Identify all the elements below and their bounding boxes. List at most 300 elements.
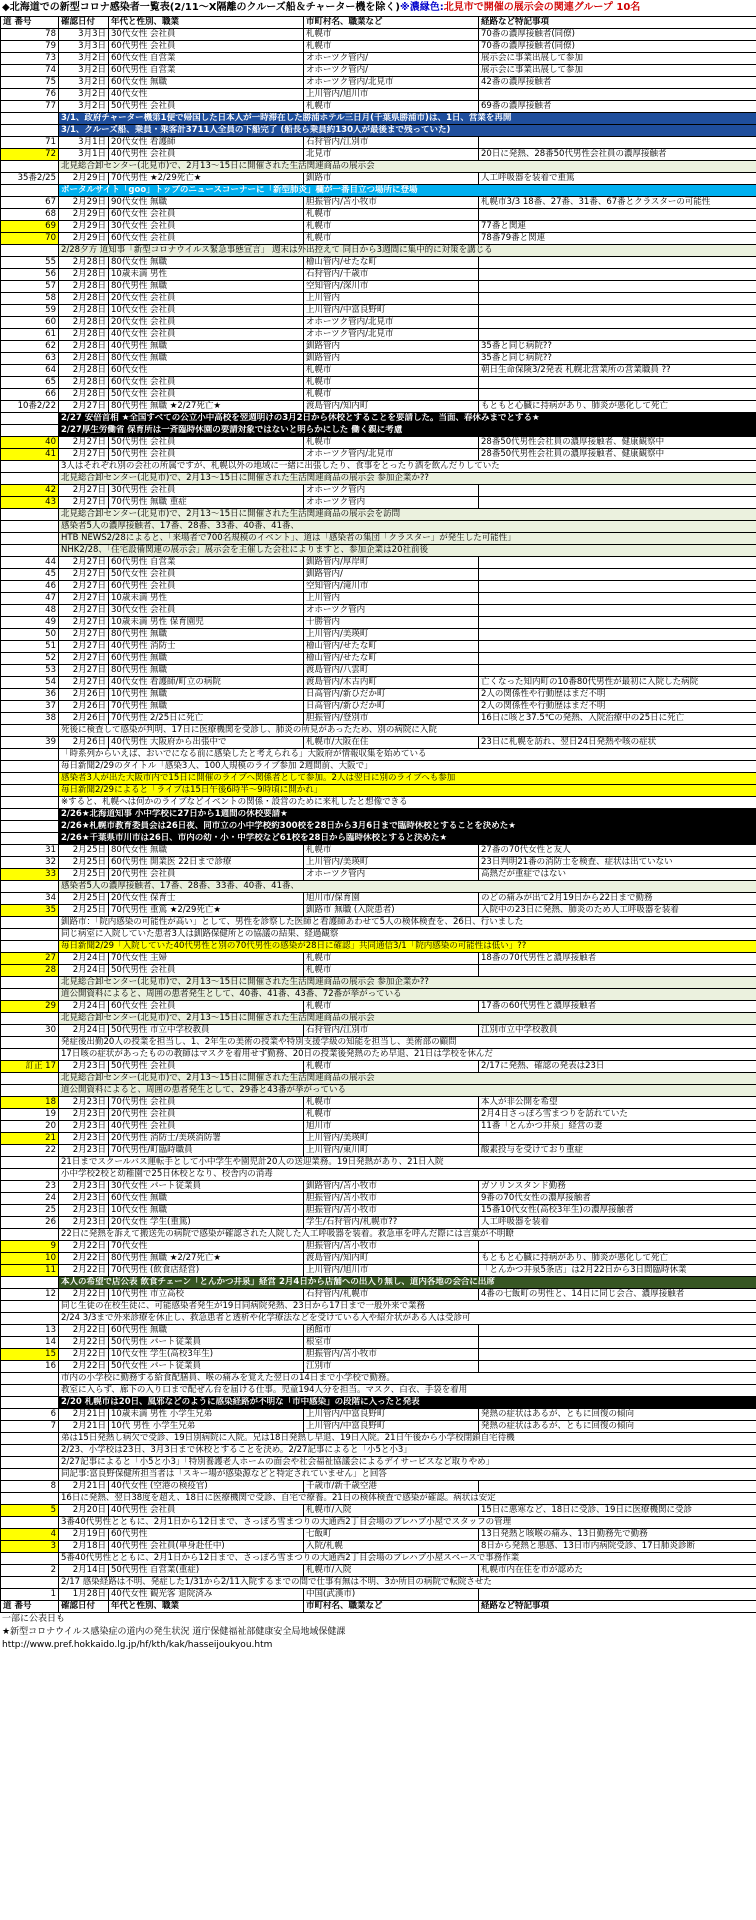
case-city: 札幌市 [304, 1061, 479, 1073]
case-date: 2月24日 [59, 1001, 109, 1013]
case-age-sex: 40代男性 無職 [109, 341, 304, 353]
note-text: 22日に発熱を訴えて搬送先の病院で感染が確認された人院した人工呼吸器を装着。救急車を呼んだ際には言葉が不明瞭 [59, 1229, 756, 1241]
note-row [1, 1433, 756, 1445]
note-text: 3/1、政府チャーター機第1便で帰国した日本人が一時滞在した勝浦ホテル三日月(千葉県勝浦市)は、1日、営業を再開 [59, 113, 756, 125]
case-age-sex: 80代男性 無職 ★2/27死亡★ [109, 1253, 304, 1265]
case-city: オホーツク管内 [304, 869, 479, 881]
case-city: オホーツク管内 [304, 485, 479, 497]
case-date: 3月1日 [59, 137, 109, 149]
case-notes [479, 1589, 756, 1601]
note-row [1, 773, 756, 785]
case-age-sex: 40代女性 会社員 [109, 329, 304, 341]
case-age-sex: 20代女性 会社員 [109, 293, 304, 305]
case-date: 2月21日 [59, 1481, 109, 1493]
case-number: 72 [1, 149, 59, 161]
case-city: 十勝管内 [304, 617, 479, 629]
case-age-sex: 40代男性 会社員 [109, 1505, 304, 1517]
case-number: 54 [1, 677, 59, 689]
case-date: 2月28日 [59, 293, 109, 305]
case-age-sex: 30代女性 会社員 [109, 605, 304, 617]
case-city: オホーツク管内/北見市 [304, 449, 479, 461]
case-notes [479, 641, 756, 653]
note-row [1, 413, 756, 425]
case-city: 上川管内/旭川市 [304, 1265, 479, 1277]
case-date: 2月25日 [59, 893, 109, 905]
note-row [1, 725, 756, 737]
case-notes: ガソリンスタンド勤務 [479, 1181, 756, 1193]
case-age-sex: 20代女性 看護師 [109, 137, 304, 149]
column-header-date: 確認日付 [59, 17, 109, 29]
case-notes: 17番の60代男性と濃厚接触者 [479, 1001, 756, 1013]
case-city: 渡島管内/八雲町 [304, 665, 479, 677]
case-number: 15 [1, 1349, 59, 1361]
case-number: 63 [1, 353, 59, 365]
note-row [1, 185, 756, 197]
case-number: 57 [1, 281, 59, 293]
table-row [1, 1241, 756, 1253]
case-city: 空知管内/滝川市 [304, 581, 479, 593]
case-date: 2月20日 [59, 1505, 109, 1517]
case-age-sex: 80代女性 無職 [109, 353, 304, 365]
note-text: ポータルサイト「goo」トップのニュースコーナーに「新型肺炎」欄が一番目立つ場所に登場 [59, 185, 756, 197]
case-date: 2月25日 [59, 869, 109, 881]
case-city: 石狩管内/江別市 [304, 1025, 479, 1037]
table-row [1, 1061, 756, 1073]
case-date: 3月2日 [59, 65, 109, 77]
case-city: 七飯町 [304, 1529, 479, 1541]
case-age-sex: 60代女性 会社員 [109, 377, 304, 389]
table-row [1, 365, 756, 377]
case-notes: 35番と同じ病院?? [479, 353, 756, 365]
case-notes [479, 581, 756, 593]
case-date: 2月28日 [59, 365, 109, 377]
case-age-sex: 60代女性 無職 [109, 77, 304, 89]
case-notes: 27番の70代女性と友人 [479, 845, 756, 857]
case-number: 79 [1, 41, 59, 53]
case-notes: 人工呼吸器を装着 [479, 1217, 756, 1229]
case-date: 2月24日 [59, 965, 109, 977]
case-age-sex: 60代男性 自営業 [109, 557, 304, 569]
case-notes: 4番の七飯町の男性と、14日に同じ会合、濃厚接触者 [479, 1289, 756, 1301]
case-notes [479, 965, 756, 977]
case-notes: 69番の濃厚接触者 [479, 101, 756, 113]
case-city: 釧路管内 [304, 353, 479, 365]
case-number: 22 [1, 1145, 59, 1157]
note-text: HTB NEWS2/28によると、「来場者で700名規模のイベント」、道は「感染者の集団「クラスター」が発生した可能性」 [59, 533, 756, 545]
case-age-sex: 70代男性 会社員 [109, 1097, 304, 1109]
case-number: 62 [1, 341, 59, 353]
case-age-sex: 50代男性 会社員 [109, 965, 304, 977]
case-age-sex: 70代男性 重篤 ★2/29死亡★ [109, 905, 304, 917]
case-city: 上川管内/美瑛町 [304, 1133, 479, 1145]
case-notes [479, 569, 756, 581]
note-row [1, 941, 756, 953]
case-number: 41 [1, 449, 59, 461]
case-age-sex: 50代男性 会社員 [109, 1061, 304, 1073]
table-row [1, 89, 756, 101]
case-age-sex: 50代男性 会社員 [109, 449, 304, 461]
case-age-sex: 50代女性 会社員 [109, 569, 304, 581]
case-date: 2月22日 [59, 1265, 109, 1277]
note-text: 2/17 感染経路は不明、発症した1/31から2/11入院するまでの間で仕事有無は不明、3か所目の病院で転院させた [59, 1577, 756, 1589]
title-note-blue: ※濃縁色: [399, 2, 444, 13]
case-age-sex: 10歳未満 男性 [109, 269, 304, 281]
case-notes [479, 305, 756, 317]
footer-column-header: 市町村名、職業など [304, 1601, 479, 1613]
table-row [1, 257, 756, 269]
case-city: 上川管内 [304, 593, 479, 605]
case-city: 釧路管内 [304, 341, 479, 353]
note-text: ※すると、札幌へは何かのライブなどイベントの関係・設営のために来札したと想像できる [59, 797, 756, 809]
case-number: 69 [1, 221, 59, 233]
note-row [1, 521, 756, 533]
note-text: 感染者3人が出た大阪市内で15日に開催のライブへ関係者として参加。2人は翌日に別のライブへも参加 [59, 773, 756, 785]
table-row [1, 281, 756, 293]
table-row [1, 893, 756, 905]
column-header-number: 道 番号 [1, 17, 59, 29]
table-row [1, 689, 756, 701]
table-row [1, 1133, 756, 1145]
note-text: 本人の希望で店公表 飲食チェーン「とんかつ井泉」経営 2月4日から店舗への出入り無し、道内各地の会合に出席 [59, 1277, 756, 1289]
case-number: 71 [1, 137, 59, 149]
table-row [1, 1409, 756, 1421]
table-row [1, 1265, 756, 1277]
table-row [1, 77, 756, 89]
case-date: 2月27日 [59, 497, 109, 509]
case-age-sex: 70代男性 (飲食店経営) [109, 1265, 304, 1277]
case-notes: 70番の濃厚接触者(同僚) [479, 29, 756, 41]
case-notes [479, 281, 756, 293]
table-row [1, 305, 756, 317]
note-spacer [1, 833, 59, 845]
case-date: 2月29日 [59, 173, 109, 185]
note-row [1, 1157, 756, 1169]
table-row [1, 845, 756, 857]
case-date: 2月22日 [59, 1241, 109, 1253]
case-city: オホーツク管内 [304, 497, 479, 509]
case-date: 2月28日 [59, 377, 109, 389]
case-notes: 16日に咳と37.5℃の発熱、入院治療中の25日に死亡 [479, 713, 756, 725]
case-date: 1月28日 [59, 1589, 109, 1601]
case-age-sex: 50代男性 会社員 [109, 101, 304, 113]
case-city: 石狩管内/千歳市 [304, 269, 479, 281]
case-notes [479, 653, 756, 665]
table-row [1, 497, 756, 509]
table-row [1, 1361, 756, 1373]
note-text: 2/28夕方 道知事「新型コロナウイルス緊急事態宣言」 週末は外出控えて 同日から3週間に集中的に対策を講じる [59, 245, 756, 257]
note-spacer [1, 773, 59, 785]
case-date: 3月2日 [59, 53, 109, 65]
case-date: 2月27日 [59, 449, 109, 461]
table-row [1, 449, 756, 461]
case-number: 2 [1, 1565, 59, 1577]
case-date: 2月28日 [59, 317, 109, 329]
case-date: 2月26日 [59, 713, 109, 725]
case-number: 36 [1, 689, 59, 701]
note-row [1, 917, 756, 929]
case-notes: 札幌市3/3 18番、27番、31番、67番とクラスターの可能性 [479, 197, 756, 209]
case-age-sex: 40代女性 観光客 退院済み [109, 1589, 304, 1601]
case-city: 旭川市 [304, 1121, 479, 1133]
table-row [1, 65, 756, 77]
case-number: 45 [1, 569, 59, 581]
case-number: 29 [1, 1001, 59, 1013]
note-text: 毎日新聞2/29によると「ライブは15日午後6時半～9時頃に開かれ」 [59, 785, 756, 797]
case-date: 2月28日 [59, 329, 109, 341]
case-number: 18 [1, 1097, 59, 1109]
case-city: 札幌市 [304, 233, 479, 245]
table-row [1, 701, 756, 713]
case-date: 3月3日 [59, 29, 109, 41]
case-number: 7 [1, 1421, 59, 1433]
case-city: 檜山管内/せたな町 [304, 257, 479, 269]
case-date: 2月22日 [59, 1361, 109, 1373]
case-number: 68 [1, 209, 59, 221]
case-date: 2月23日 [59, 1133, 109, 1145]
title-note-red: 北見市で開催の展示会 [443, 2, 544, 13]
table-row [1, 209, 756, 221]
case-notes [479, 257, 756, 269]
case-age-sex: 40代女性 (空港の検疫官) [109, 1481, 304, 1493]
case-notes: 13日発熱と咳喉の痛み、13日勤務先で勤務 [479, 1529, 756, 1541]
case-city: 日高管内/新ひだか町 [304, 689, 479, 701]
note-text: 北見総合卸センター(北見市)で、2月13～15日に開催された生活関連商品の展示会 参加企業か?? [59, 977, 756, 989]
note-text: 感染者5人の濃厚接触者、17番、28番、33番、40番、41番、 [59, 881, 756, 893]
case-city: 檜山管内/せたな町 [304, 641, 479, 653]
case-date: 2月27日 [59, 485, 109, 497]
case-number: 47 [1, 593, 59, 605]
note-row [1, 1445, 756, 1457]
table-row [1, 197, 756, 209]
case-notes: 江別市立中学校教員 [479, 1025, 756, 1037]
footer-column-header: 経路など特記事項 [479, 1601, 756, 1613]
case-notes [479, 617, 756, 629]
case-city: 学生/石狩管内/札幌市?? [304, 1217, 479, 1229]
note-spacer [1, 473, 59, 485]
case-date: 2月27日 [59, 437, 109, 449]
case-age-sex: 60代男性 開業医 22日まで診療 [109, 857, 304, 869]
note-row [1, 1229, 756, 1241]
note-spacer [1, 1433, 59, 1445]
note-text: NHK2/28、「住宅設備関連の展示会」展示会を主催した会社によりますと、参加企業は20社前後 [59, 545, 756, 557]
case-city: 上川管内/旭川市 [304, 89, 479, 101]
case-notes: 18番の70代男性と濃厚接触者 [479, 953, 756, 965]
column-header-age-sex: 年代と性別、職業 [109, 17, 304, 29]
note-spacer [1, 461, 59, 473]
case-age-sex: 60代女性 [109, 365, 304, 377]
note-spacer [1, 1157, 59, 1169]
case-city: 札幌市 [304, 1109, 479, 1121]
note-spacer [1, 1517, 59, 1529]
case-number: 60 [1, 317, 59, 329]
note-spacer [1, 1229, 59, 1241]
table-row [1, 1589, 756, 1601]
case-date: 2月27日 [59, 593, 109, 605]
case-date: 2月27日 [59, 401, 109, 413]
case-notes [479, 1241, 756, 1253]
case-number: 13 [1, 1325, 59, 1337]
footer-note: 一部に公表日も [2, 1614, 66, 1624]
case-city: 札幌市/大阪在住 [304, 737, 479, 749]
case-number: 39 [1, 737, 59, 749]
case-number: 65 [1, 377, 59, 389]
note-row [1, 245, 756, 257]
case-notes [479, 317, 756, 329]
case-date: 2月27日 [59, 665, 109, 677]
table-row [1, 173, 756, 185]
case-city: 札幌市 [304, 365, 479, 377]
table-row [1, 485, 756, 497]
footer-column-header: 確認日付 [59, 1601, 109, 1613]
case-date: 2月27日 [59, 605, 109, 617]
case-age-sex: 50代男性 自営業(重症) [109, 1565, 304, 1577]
note-text: 3/1、クルーズ船、乗員・乗客計3711人全員の下船完了 (船長ら乗員約130人が最後まで残っていた) [59, 125, 756, 137]
table-row [1, 665, 756, 677]
column-header-notes: 経路など特記事項 [479, 17, 756, 29]
case-age-sex: 70代男性 2/25日に死亡 [109, 713, 304, 725]
case-notes: 亡くなった知内町の10番80代男性が最初に入院した病院 [479, 677, 756, 689]
table-row [1, 1529, 756, 1541]
case-date: 2月28日 [59, 341, 109, 353]
note-text: 3番40代男性とともに、2月1日から12日まで、さっぽろ雪まつりの大通西2丁目会場のプレハブ小屋でスタッフの管理 [59, 1517, 756, 1529]
note-row [1, 161, 756, 173]
case-age-sex: 80代女性 無職 [109, 257, 304, 269]
table-row [1, 401, 756, 413]
note-spacer [1, 809, 59, 821]
table-row [1, 269, 756, 281]
case-city: オホーツク管内/北見市 [304, 317, 479, 329]
case-notes: 入院中の23日に発熱、肺炎のため人工呼吸器を装着 [479, 905, 756, 917]
case-number: 1 [1, 1589, 59, 1601]
case-notes: 展示会に事業出展して参加 [479, 53, 756, 65]
case-city: 札幌市 [304, 29, 479, 41]
case-city: 上川管内 [304, 293, 479, 305]
case-city: 胆振管内/苫小牧市 [304, 1205, 479, 1217]
case-number: 78 [1, 29, 59, 41]
case-number: 70 [1, 233, 59, 245]
case-number: 14 [1, 1337, 59, 1349]
note-spacer [1, 1301, 59, 1313]
title-main: ◆北海道での新型コロナ感染者一覧表(2/11～X隔離のクルーズ船＆チャーター機を除く) [2, 2, 400, 13]
case-notes: 20日に発熱、28番50代男性会社員の濃厚接触者 [479, 149, 756, 161]
case-age-sex: 60代男性 自営業 [109, 65, 304, 77]
case-notes [479, 269, 756, 281]
case-date: 3月1日 [59, 149, 109, 161]
case-age-sex: 60代女性 会社員 [109, 1001, 304, 1013]
case-number: 51 [1, 641, 59, 653]
note-row [1, 545, 756, 557]
case-number: 12 [1, 1289, 59, 1301]
case-notes [479, 605, 756, 617]
case-age-sex: 20代女性 保育士 [109, 893, 304, 905]
case-city: 石狩管内/札幌市 [304, 1289, 479, 1301]
case-city: 空知管内/深川市 [304, 281, 479, 293]
case-number: 77 [1, 101, 59, 113]
case-date: 2月23日 [59, 1061, 109, 1073]
case-notes: 23日判明21番の消防士を検査、症状は出ていない [479, 857, 756, 869]
case-age-sex: 70代男性 無職 [109, 701, 304, 713]
case-notes [479, 485, 756, 497]
note-spacer [1, 1085, 59, 1097]
case-age-sex: 40代女性 看護師/町立の病院 [109, 677, 304, 689]
case-age-sex: 40代男性 会社員 [109, 1121, 304, 1133]
case-date: 2月23日 [59, 1145, 109, 1157]
case-city: 札幌市 [304, 845, 479, 857]
note-row [1, 533, 756, 545]
note-row [1, 461, 756, 473]
case-number: 74 [1, 65, 59, 77]
note-spacer [1, 989, 59, 1001]
note-row [1, 1313, 756, 1325]
case-city: 札幌市 [304, 953, 479, 965]
table-row [1, 389, 756, 401]
note-row [1, 821, 756, 833]
table-row [1, 653, 756, 665]
note-text: 2/24 3/3まで外来診療を休止し、救急患者と透析や化学療法などを受けている入や紹介状がある入は受診可 [59, 1313, 756, 1325]
case-date: 2月19日 [59, 1529, 109, 1541]
note-row [1, 1169, 756, 1181]
case-city: 渡島管内/知内町 [304, 401, 479, 413]
note-spacer [1, 785, 59, 797]
table-row [1, 1205, 756, 1217]
note-row [1, 1385, 756, 1397]
case-date: 3月2日 [59, 89, 109, 101]
note-row [1, 1373, 756, 1385]
case-date: 2月27日 [59, 677, 109, 689]
note-text: 2/23、小学校は23日、3月3日まで休校とすることを決め。2/27記事によると「小5と小3」 [59, 1445, 756, 1457]
case-date: 2月27日 [59, 581, 109, 593]
case-number: 28 [1, 965, 59, 977]
case-number: 66 [1, 389, 59, 401]
note-row [1, 749, 756, 761]
case-date: 2月27日 [59, 557, 109, 569]
note-text: 「時系列からいえば、おいでになる前に感染したと考えられる」大阪府が情報収集を始めている [59, 749, 756, 761]
case-age-sex: 50代男性 市立中学校教員 [109, 1025, 304, 1037]
case-age-sex: 30代女性 パート従業員 [109, 1181, 304, 1193]
case-number: 56 [1, 269, 59, 281]
case-notes: 展示会に事業出展して参加 [479, 65, 756, 77]
case-number: 5 [1, 1505, 59, 1517]
case-number: 10番2/22 [1, 401, 59, 413]
case-number: 50 [1, 629, 59, 641]
case-notes: 本人が非公開を希望 [479, 1097, 756, 1109]
table-row [1, 1337, 756, 1349]
note-row [1, 1085, 756, 1097]
case-date: 3月2日 [59, 77, 109, 89]
case-number: 33 [1, 869, 59, 881]
case-city: 札幌市 [304, 101, 479, 113]
note-text: 3人はそれぞれ別の会社の所属ですが、札幌以外の地域に一緒に出張したり、食事をとったり酒を飲んだりしていた [59, 461, 756, 473]
case-age-sex: 10代男性 無職 [109, 689, 304, 701]
note-row [1, 1013, 756, 1025]
case-date: 2月14日 [59, 1565, 109, 1577]
case-age-sex: 50代女性 パート従業員 [109, 1361, 304, 1373]
note-text: 感染者5人の濃厚接触者、17番、28番、33番、40番、41番、 [59, 521, 756, 533]
case-city: 上川管内/美瑛町 [304, 629, 479, 641]
table-row [1, 1325, 756, 1337]
column-header-city: 市町村名、職業など [304, 17, 479, 29]
note-text: 毎日新聞2/29のタイトル「感染3人、100人規模のライブ参加 2週間前、大阪で」 [59, 761, 756, 773]
case-number: 49 [1, 617, 59, 629]
note-text: 2/26★千葉県市川市は26日、市内の幼・小・中学校など61校を28日から臨時休校とすると決めた★ [59, 833, 756, 845]
table-row [1, 317, 756, 329]
case-date: 2月28日 [59, 353, 109, 365]
case-number: 35 [1, 905, 59, 917]
case-city: 北見市 [304, 149, 479, 161]
case-age-sex: 10代 男性 小学生兄弟 [109, 1421, 304, 1433]
case-notes [479, 1481, 756, 1493]
table-row [1, 53, 756, 65]
